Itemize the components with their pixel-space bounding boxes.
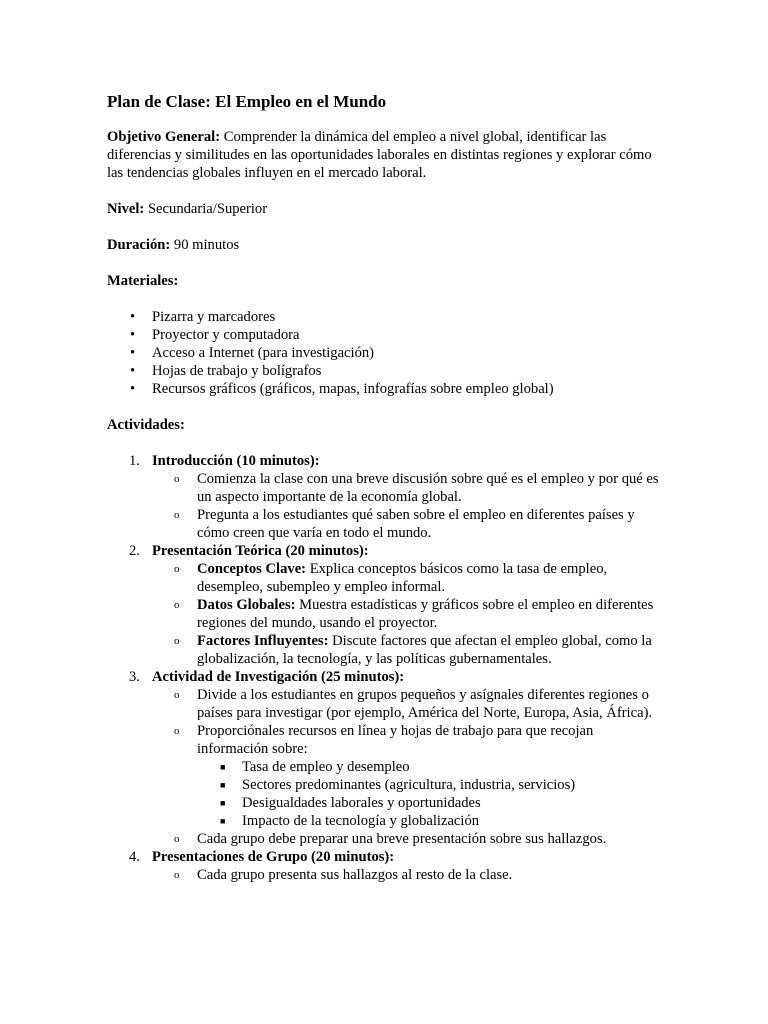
duracion-text: 90 minutos — [170, 237, 240, 253]
circle-bullet-icon: o — [174, 473, 180, 485]
sub-text: Cada grupo debe preparar una breve presentación sobre sus hallazgos. — [197, 831, 607, 847]
list-item: • Recursos gráficos (gráficos, mapas, infografías sobre empleo global) — [152, 380, 668, 398]
sub-item — [174, 866, 668, 884]
sub-text: Muestra estadísticas y gráficos sobre el empleo en diferentes regiones del mundo, usando el proyector. — [197, 597, 654, 631]
circle-bullet-icon: o — [174, 635, 180, 647]
sub-item — [174, 722, 668, 830]
sub-label: Factores Influyentes: — [197, 633, 329, 649]
nivel-paragraph — [107, 200, 668, 218]
sub-item — [174, 560, 668, 596]
actividades-list — [107, 452, 668, 884]
actividad-title: Presentación Teórica (20 minutos): — [152, 543, 369, 559]
sub-text: Proporciónales recursos en línea y hojas de trabajo para que recojan información sobre: — [197, 723, 594, 757]
duracion-paragraph — [107, 236, 668, 254]
sub-text: Comienza la clase con una breve discusión sobre qué es el empleo y por qué es un aspecto importante de la economía global. — [197, 471, 659, 505]
sub-item — [174, 470, 668, 506]
circle-bullet-icon: o — [174, 509, 180, 521]
square-list — [197, 758, 668, 830]
sub-list — [152, 560, 668, 668]
objetivo-label: Objetivo General: — [107, 129, 221, 145]
objetivo-paragraph — [107, 128, 668, 182]
actividad-title: Introducción (10 minutos): — [152, 453, 320, 469]
list-item: • Acceso a Internet (para investigación) — [152, 344, 668, 362]
square-item — [220, 794, 668, 812]
item-number: 2. — [129, 543, 140, 559]
square-text: Impacto de la tecnología y globalización — [242, 813, 480, 829]
square-text: Desigualdades laborales y oportunidades — [242, 795, 481, 811]
list-item: • Pizarra y marcadores — [152, 308, 668, 326]
circle-bullet-icon: o — [174, 689, 180, 701]
materiales-label: Materiales: — [107, 273, 179, 289]
actividades-heading — [107, 416, 668, 434]
actividad-item — [129, 668, 668, 848]
sub-item — [174, 686, 668, 722]
list-item: • Hojas de trabajo y bolígrafos — [152, 362, 668, 380]
actividad-item — [129, 452, 668, 542]
materiales-heading — [107, 272, 668, 290]
square-item — [220, 758, 668, 776]
square-item — [220, 812, 668, 830]
sub-item — [174, 632, 668, 668]
objetivo-text: Comprender la dinámica del empleo a nivel global, identificar las diferencias y similitudes en las oportunidades laborales en distintas regiones y explorar cómo las tendencias globales influyen en el mercado laboral. — [107, 129, 652, 181]
duracion-label: Duración: — [107, 237, 171, 253]
square-text: Tasa de empleo y desempleo — [242, 759, 410, 775]
actividad-item — [129, 848, 668, 884]
actividad-item — [129, 542, 668, 668]
circle-bullet-icon: o — [174, 599, 180, 611]
square-bullet-icon: ■ — [220, 816, 226, 826]
sub-text: Divide a los estudiantes en grupos pequeños y asígnales diferentes regiones o países para investigar (por ejemplo, América del Norte, Europa, Asia, África). — [197, 687, 653, 721]
nivel-text: Secundaria/Superior — [144, 201, 268, 217]
circle-bullet-icon: o — [174, 869, 180, 881]
sub-text: Explica conceptos básicos como la tasa de empleo, desempleo, subempleo y empleo informal. — [197, 561, 608, 595]
actividad-title: Presentaciones de Grupo (20 minutos): — [152, 849, 395, 865]
square-item — [220, 776, 668, 794]
sub-label: Datos Globales: — [197, 597, 296, 613]
sub-text: Cada grupo presenta sus hallazgos al resto de la clase. — [197, 867, 513, 883]
sub-text: Pregunta a los estudiantes qué saben sobre el empleo en diferentes países y cómo creen que varía en todo el mundo. — [197, 507, 635, 541]
list-item: • Proyector y computadora — [152, 326, 668, 344]
sub-list — [152, 866, 668, 884]
circle-bullet-icon: o — [174, 725, 180, 737]
actividades-label: Actividades: — [107, 417, 185, 433]
document-title: Plan de Clase: El Empleo en el Mundo — [107, 92, 387, 111]
sub-list — [152, 686, 668, 848]
sub-item — [174, 830, 668, 848]
square-text: Sectores predominantes (agricultura, industria, servicios) — [242, 777, 576, 793]
square-bullet-icon: ■ — [220, 780, 226, 790]
square-bullet-icon: ■ — [220, 798, 226, 808]
item-number: 3. — [129, 669, 140, 685]
sub-text: Discute factores que afectan el empleo global, como la globalización, la tecnología, y las políticas gubernamentales. — [197, 633, 652, 667]
sub-label: Conceptos Clave: — [197, 561, 307, 577]
item-number: 1. — [129, 453, 140, 469]
sub-item — [174, 596, 668, 632]
circle-bullet-icon: o — [174, 563, 180, 575]
sub-list — [152, 470, 668, 542]
square-bullet-icon: ■ — [220, 762, 226, 772]
actividad-title: Actividad de Investigación (25 minutos): — [152, 669, 405, 685]
item-number: 4. — [129, 849, 140, 865]
nivel-label: Nivel: — [107, 201, 145, 217]
sub-item — [174, 506, 668, 542]
materiales-list — [107, 308, 668, 398]
circle-bullet-icon: o — [174, 833, 180, 845]
